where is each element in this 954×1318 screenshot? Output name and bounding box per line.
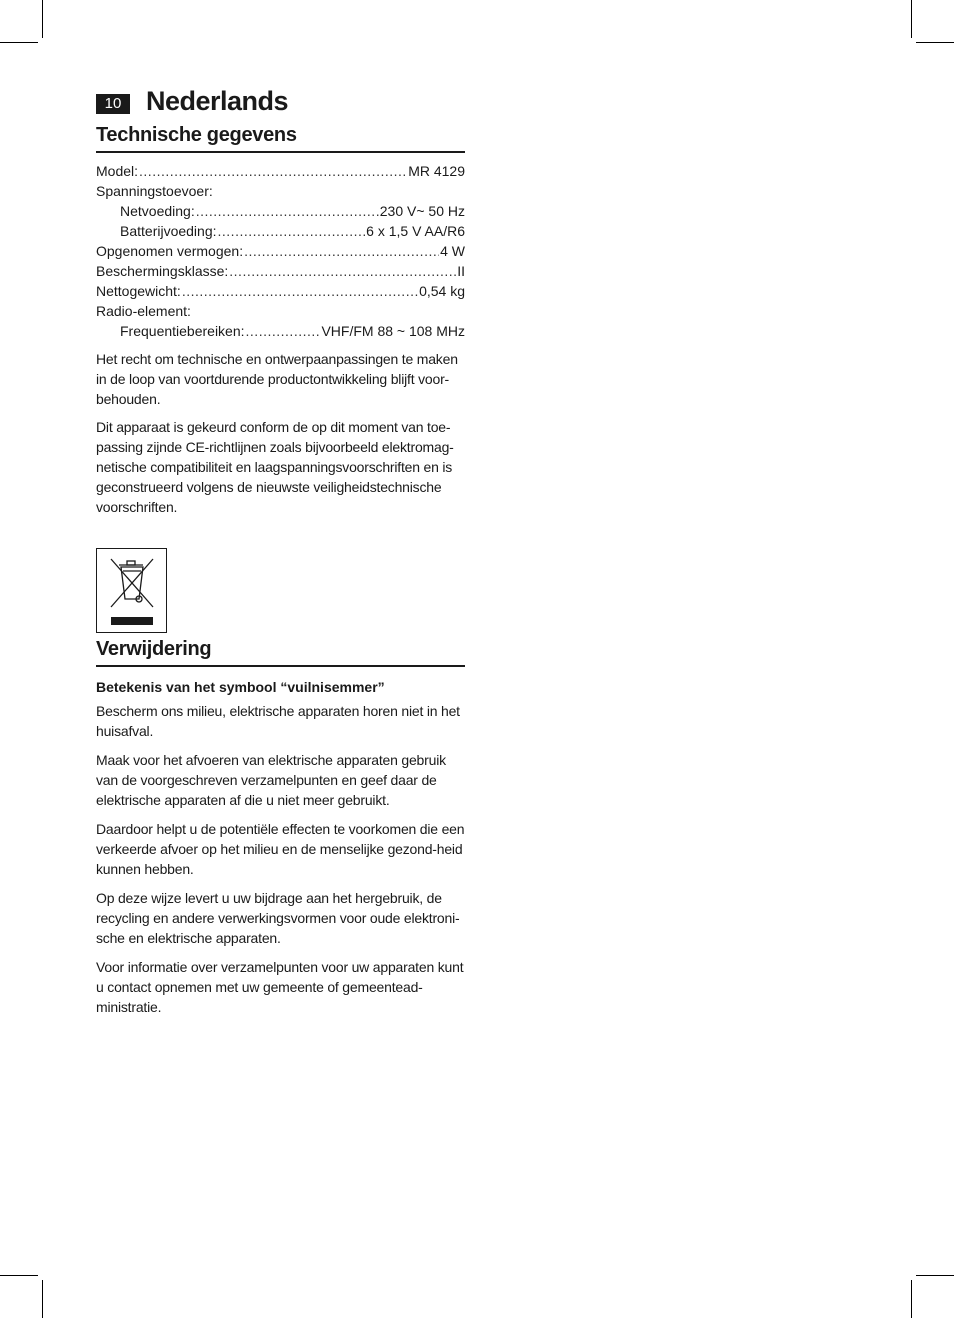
disposal-subtitle: Betekenis van het symbool “vuilnisemmer” — [96, 679, 385, 695]
section-title-disposal: Verwijdering — [96, 638, 465, 667]
spec-row-radio — [96, 301, 465, 321]
spec-row-net-weight — [96, 281, 465, 301]
spec-label: Radio-element: — [96, 303, 191, 319]
spec-value: VHF/FM 88 ~ 108 MHz — [321, 323, 465, 339]
spec-row-power-supply — [96, 181, 465, 201]
crossed-out-wheelie-bin-icon — [97, 549, 165, 631]
language-title: Nederlands — [146, 86, 289, 116]
crop-mark — [916, 1275, 954, 1276]
spec-row-power-consumption — [96, 241, 465, 261]
section-title-technical: Technische gegevens — [96, 124, 465, 153]
spec-label: Opgenomen vermogen: — [96, 243, 244, 259]
crop-mark — [916, 42, 954, 43]
crop-mark — [0, 1275, 38, 1276]
spec-label: Netvoeding: — [120, 203, 195, 219]
disposal-paragraph: Maak voor het afvoeren van elektrische apparaten gebruik van de voorgeschreven verzamelpunten en geef daar de elektrische apparaten af die u niet meer gebruikt. — [96, 752, 446, 808]
technical-section — [96, 124, 465, 517]
spec-row-model — [96, 161, 465, 181]
page-header — [96, 86, 288, 117]
page-number: 10 — [96, 94, 130, 114]
spec-value: 6 x 1,5 V AA/R6 — [366, 223, 465, 239]
spec-row-mains — [96, 201, 465, 221]
spec-value: MR 4129 — [408, 163, 465, 179]
spec-value: 4 W — [440, 243, 465, 259]
spec-value: 230 V~ 50 Hz — [379, 203, 465, 219]
disposal-paragraph: Op deze wijze levert u uw bijdrage aan het hergebruik, de recycling en andere verwerkingsvormen voor oude elektroni-sche en elektrische apparaten. — [96, 890, 460, 946]
disposal-section — [96, 638, 465, 1017]
paragraph-design-changes: Het recht om technische en ontwerpaanpassingen te maken in de loop van voortdurende productontwikkeling blijft voor-behouden. — [96, 351, 458, 407]
paragraph-ce-conformity: Dit apparaat is gekeurd conform de op dit moment van toe-passing zijnde CE-richtlijnen zoals bijvoorbeeld elektromag-netische compatibiliteit en laagspanningsvoorschriften en is geconstrueerd volgens de nieuwste veiligheidstechnische voorschriften. — [96, 419, 454, 515]
crop-mark — [0, 42, 38, 43]
spec-label: Model: — [96, 163, 139, 179]
weee-symbol-box — [96, 548, 167, 633]
crop-mark — [911, 1280, 912, 1318]
crop-mark — [42, 0, 43, 38]
spec-label: Frequentiebereiken: — [120, 323, 245, 339]
spec-value: 0,54 kg — [419, 283, 465, 299]
disposal-paragraph: Daardoor helpt u de potentiële effecten te voorkomen die een verkeerde afvoer op het milieu en de menselijke gezond-heid kunnen hebben. — [96, 821, 465, 877]
crop-mark — [42, 1280, 43, 1318]
spec-value: II — [457, 263, 465, 279]
disposal-paragraph: Voor informatie over verzamelpunten voor uw apparaten kunt u contact opnemen met uw gemeente of gemeentead-ministratie. — [96, 959, 464, 1015]
spec-label: Beschermingsklasse: — [96, 263, 229, 279]
spec-label: Batterijvoeding: — [120, 223, 217, 239]
spec-row-frequency — [96, 321, 465, 341]
disposal-paragraph: Bescherm ons milieu, elektrische apparaten horen niet in het huisafval. — [96, 703, 460, 739]
spec-row-battery — [96, 221, 465, 241]
spec-label: Spanningstoevoer: — [96, 183, 213, 199]
spec-label: Nettogewicht: — [96, 283, 181, 299]
spec-list — [96, 161, 465, 341]
crop-mark — [911, 0, 912, 38]
spec-row-protection-class — [96, 261, 465, 281]
